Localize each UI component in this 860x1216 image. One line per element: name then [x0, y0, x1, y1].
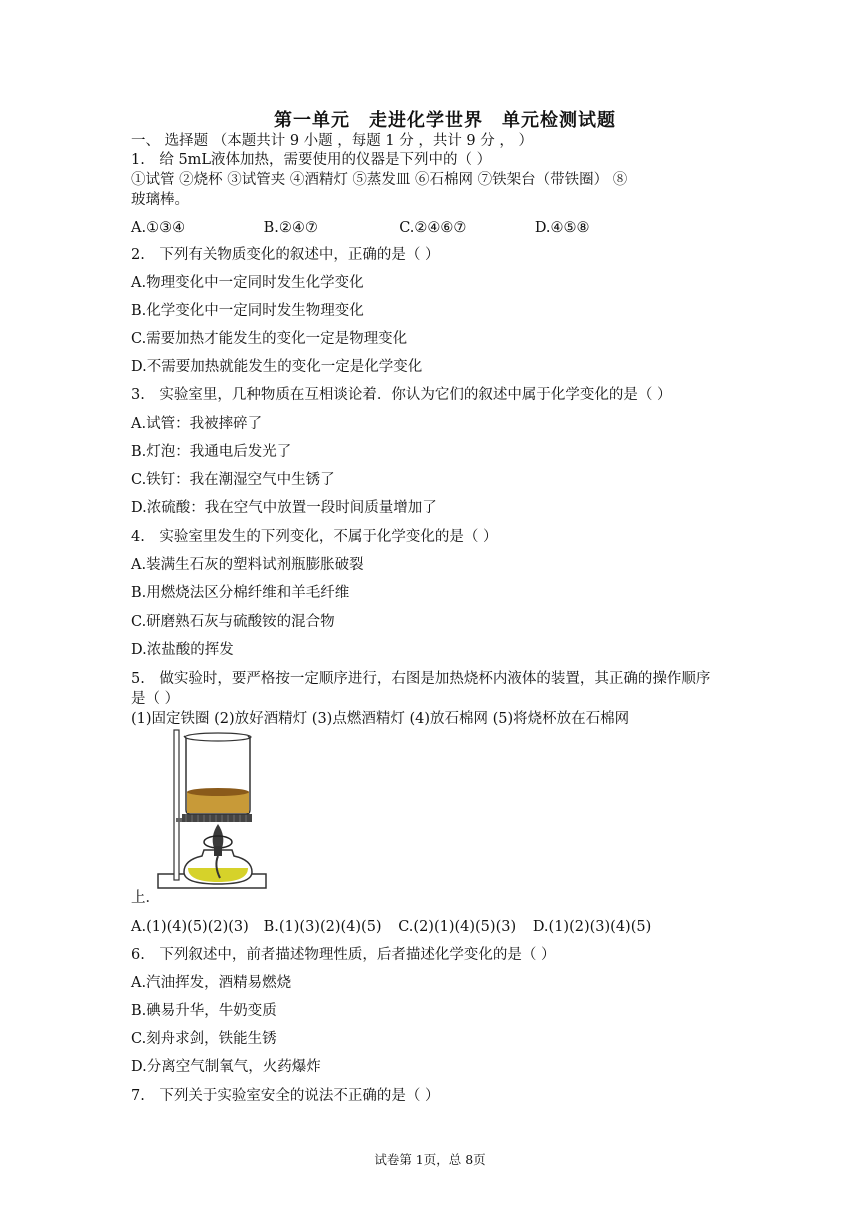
option-d[interactable]: D.不需要加热就能发生的变化一定是化学变化 — [131, 359, 423, 375]
page-footer: 试卷第 1页，总 8页 — [374, 1152, 486, 1167]
option-d[interactable]: D.分离空气制氧气，火药爆炸 — [131, 1059, 321, 1075]
section-heading: 一、 选择题 （本题共计 9 小题 ，每题 1 分 ，共计 9 分 ， ） — [131, 133, 533, 149]
option-c[interactable]: C.需要加热才能发生的变化一定是物理变化 — [131, 331, 408, 347]
option-a[interactable]: A.汽油挥发，酒精易燃烧 — [131, 975, 292, 991]
question-5-options — [131, 917, 651, 937]
option-d[interactable]: D.浓盐酸的挥发 — [131, 642, 234, 658]
question-5-stem-cont: 是（ ） — [131, 691, 180, 707]
option-b[interactable]: B.(1)(3)(2)(4)(5) — [263, 919, 382, 935]
question-1-instruments-cont: 玻璃棒。 — [131, 192, 189, 208]
option-a[interactable]: A.(1)(4)(5)(2)(3) — [131, 919, 249, 935]
question-1-options — [131, 218, 590, 238]
question-3-stem: 3. 实验室里，几种物质在互相谈论着．你认为它们的叙述中属于化学变化的是（ ） — [131, 387, 672, 403]
question-5-steps-cont: 上． — [131, 890, 160, 906]
option-b[interactable]: B.用燃烧法区分棉纤维和羊毛纤维 — [131, 585, 350, 601]
exam-title: 第一单元 走进化学世界 单元检测试题 — [274, 110, 616, 131]
question-1-instruments: ①试管 ②烧杯 ③试管夹 ④酒精灯 ⑤蒸发皿 ⑥石棉网 ⑦铁架台（带铁圈） ⑧ — [131, 172, 628, 188]
question-6-stem: 6. 下列叙述中，前者描述物理性质，后者描述化学变化的是（ ） — [131, 947, 556, 963]
option-b[interactable]: B.②④⑦ — [263, 220, 318, 236]
question-2-stem: 2. 下列有关物质变化的叙述中，正确的是（ ） — [131, 247, 440, 263]
option-c[interactable]: C.研磨熟石灰与硫酸铵的混合物 — [131, 614, 335, 630]
option-c[interactable]: C.铁钉：我在潮湿空气中生锈了 — [131, 472, 335, 488]
question-7-stem: 7. 下列关于实验室安全的说法不正确的是（ ） — [131, 1088, 440, 1104]
option-d[interactable]: D.(1)(2)(3)(4)(5) — [532, 919, 652, 935]
option-c[interactable]: C.(2)(1)(4)(5)(3) — [398, 919, 517, 935]
option-b[interactable]: B.化学变化中一定同时发生物理变化 — [131, 303, 364, 319]
option-a[interactable]: A.试管：我被摔碎了 — [131, 416, 263, 432]
option-a[interactable]: A.物理变化中一定同时发生化学变化 — [131, 275, 364, 291]
question-1-stem: 1. 给 5mL液体加热，需要使用的仪器是下列中的（ ） — [131, 152, 492, 168]
option-d[interactable]: D.④⑤⑧ — [534, 220, 590, 236]
option-c[interactable]: C.刻舟求剑，铁能生锈 — [131, 1031, 277, 1047]
option-c[interactable]: C.②④⑥⑦ — [399, 220, 467, 236]
beaker-heating-apparatus-image — [148, 726, 270, 908]
option-a[interactable]: A.装满生石灰的塑料试剂瓶膨胀破裂 — [131, 557, 364, 573]
option-b[interactable]: B.碘易升华，牛奶变质 — [131, 1003, 277, 1019]
question-4-stem: 4. 实验室里发生的下列变化，不属于化学变化的是（ ） — [131, 529, 498, 545]
question-5-steps: (1)固定铁圈 (2)放好酒精灯 (3)点燃酒精灯 (4)放石棉网 (5)将烧杯放在石棉网 — [131, 711, 630, 727]
option-a[interactable]: A.①③④ — [131, 220, 186, 236]
question-5-stem: 5. 做实验时，要严格按一定顺序进行，右图是加热烧杯内液体的装置，其正确的操作顺序 — [131, 671, 711, 687]
option-d[interactable]: D.浓硫酸：我在空气中放置一段时间质量增加了 — [131, 500, 437, 516]
option-b[interactable]: B.灯泡：我通电后发光了 — [131, 444, 292, 460]
